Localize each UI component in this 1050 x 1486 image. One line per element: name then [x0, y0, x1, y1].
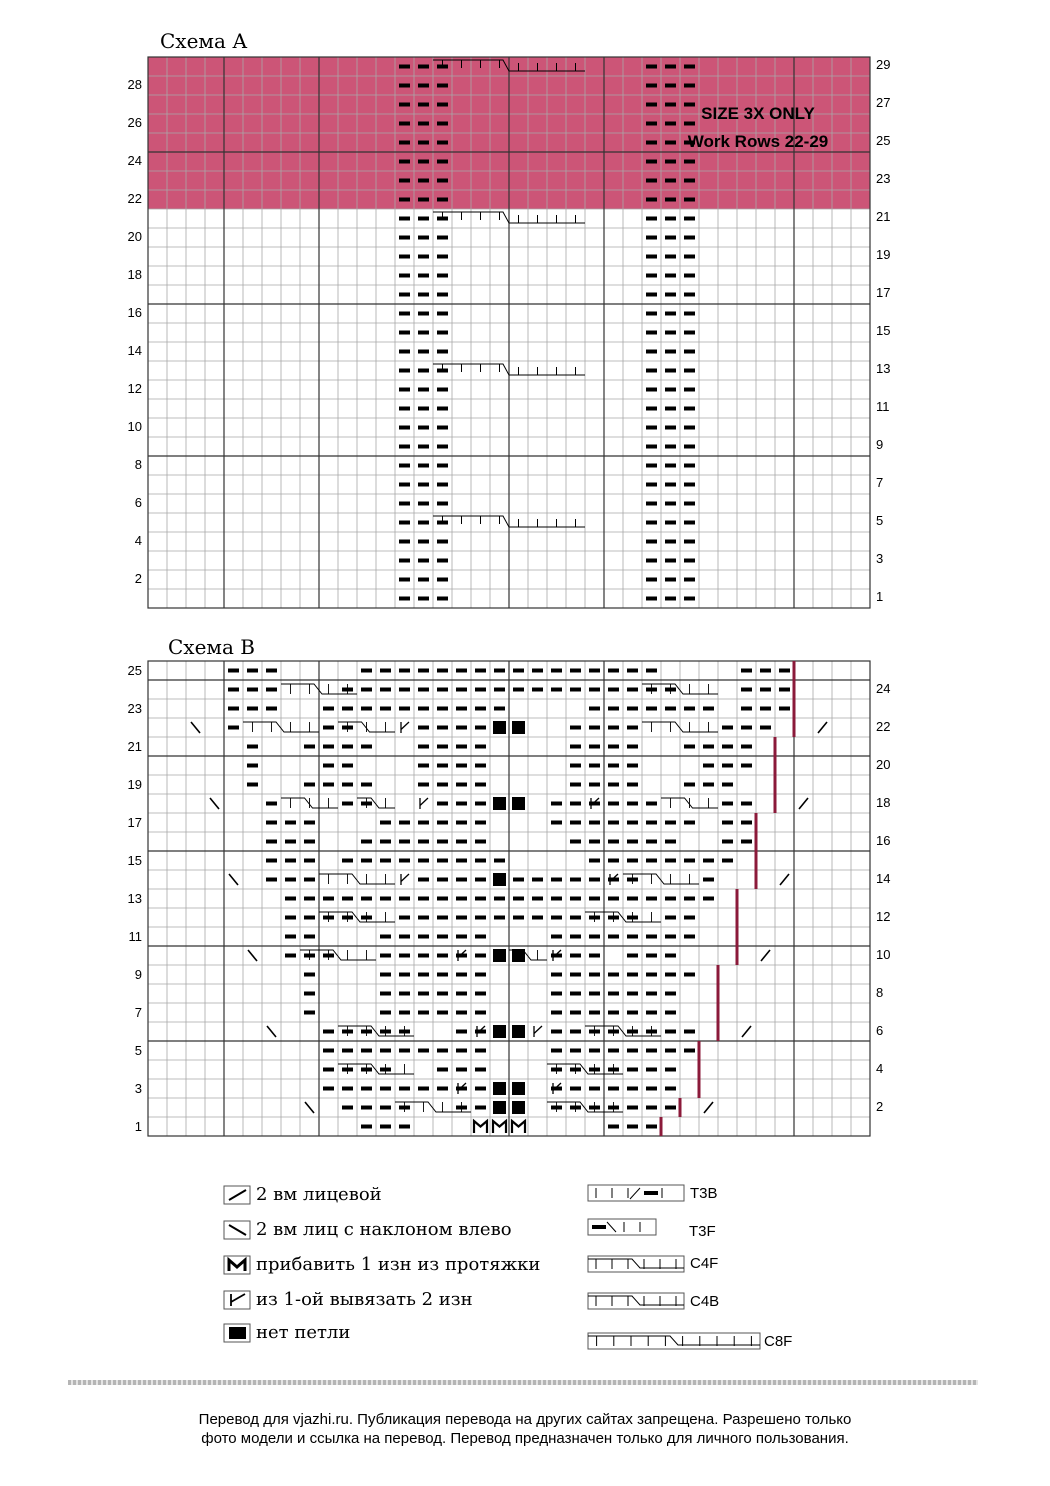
legend-c4b-label: C4B [690, 1293, 720, 1310]
row-label: 18 [127, 267, 142, 282]
row-label: 27 [876, 95, 891, 110]
row-label: 22 [127, 191, 142, 206]
row-label: 1 [876, 589, 884, 604]
legend-c4f-label: C4F [690, 1255, 719, 1272]
legend-no-stitch-label: нет петли [256, 1322, 351, 1343]
row-label: 11 [876, 399, 890, 414]
row-label: 3 [134, 1081, 142, 1096]
row-label: 19 [876, 247, 891, 262]
row-label: 6 [134, 495, 142, 510]
dotted-divider [68, 1380, 978, 1385]
legend-t3b-label: T3B [690, 1185, 718, 1202]
purl-dash [592, 1225, 606, 1229]
row-label: 7 [876, 475, 884, 490]
row-label: 2 [134, 571, 142, 586]
legend-ssk-label: 2 вм лиц с наклоном влево [256, 1219, 512, 1240]
row-label: 13 [876, 361, 891, 376]
row-label: 15 [876, 323, 891, 338]
purl-dash [644, 1191, 658, 1195]
legend-m1p-label: прибавить 1 изн из протяжки [256, 1254, 541, 1275]
row-label: 21 [876, 209, 891, 224]
row-label: 5 [134, 1043, 142, 1058]
row-label: 1 [134, 1119, 142, 1134]
row-label: 14 [127, 343, 142, 358]
row-label: 12 [127, 381, 142, 396]
row-label: 16 [127, 305, 142, 320]
legend-k2tog-label: 2 вм лицевой [256, 1184, 382, 1205]
row-label: 10 [876, 947, 891, 962]
row-label: 13 [127, 891, 142, 906]
row-label: 2 [876, 1099, 884, 1114]
row-label: 28 [127, 77, 142, 92]
row-label: 22 [876, 719, 891, 734]
row-label: 24 [876, 681, 891, 696]
row-label: 4 [876, 1061, 884, 1076]
row-label: 14 [876, 871, 891, 886]
row-label: 19 [127, 777, 142, 792]
chart-a-title: Схема А [160, 29, 248, 53]
row-label: 11 [128, 929, 142, 944]
row-label: 9 [134, 967, 142, 982]
row-label: 23 [127, 701, 142, 716]
row-label: 6 [876, 1023, 884, 1038]
chart-b-title: Схема В [168, 635, 255, 659]
row-label: 9 [876, 437, 884, 452]
row-label: 8 [134, 457, 142, 472]
row-label: 3 [876, 551, 884, 566]
row-label: 7 [134, 1005, 142, 1020]
size-note-line-1: SIZE 3X ONLY [701, 104, 815, 123]
row-label: 29 [876, 57, 891, 72]
row-label: 5 [876, 513, 884, 528]
row-label: 17 [876, 285, 891, 300]
size-note-line-2: Work Rows 22-29 [687, 132, 829, 151]
footer-line-1: Перевод для vjazhi.ru. Публикация перевода на других сайтах запрещена. Разрешено только [198, 1411, 852, 1428]
row-label: 4 [134, 533, 142, 548]
row-label: 15 [127, 853, 142, 868]
row-label: 18 [876, 795, 891, 810]
footer-note [75, 1410, 975, 1448]
legend-box [224, 1291, 250, 1309]
row-label: 10 [127, 419, 142, 434]
row-label: 23 [876, 171, 891, 186]
row-label: 20 [876, 757, 891, 772]
row-label: 12 [876, 909, 891, 924]
row-label: 24 [127, 153, 142, 168]
row-label: 25 [127, 663, 142, 678]
size-note [658, 104, 858, 152]
row-label: 17 [127, 815, 142, 830]
row-label: 21 [127, 739, 142, 754]
footer-line-2: фото модели и ссылка на перевод. Перевод предназначен только для личного пользования. [201, 1430, 849, 1447]
legend-c8f-label: C8F [764, 1333, 793, 1350]
row-label: 25 [876, 133, 891, 148]
legend-t3f-label: T3F [689, 1223, 716, 1240]
row-label: 20 [127, 229, 142, 244]
row-label: 8 [876, 985, 884, 1000]
legend-kfb-label: из 1-ой вывязать 2 изн [256, 1289, 473, 1310]
no-stitch-icon [229, 1327, 246, 1339]
row-label: 16 [876, 833, 891, 848]
row-label: 26 [127, 115, 142, 130]
